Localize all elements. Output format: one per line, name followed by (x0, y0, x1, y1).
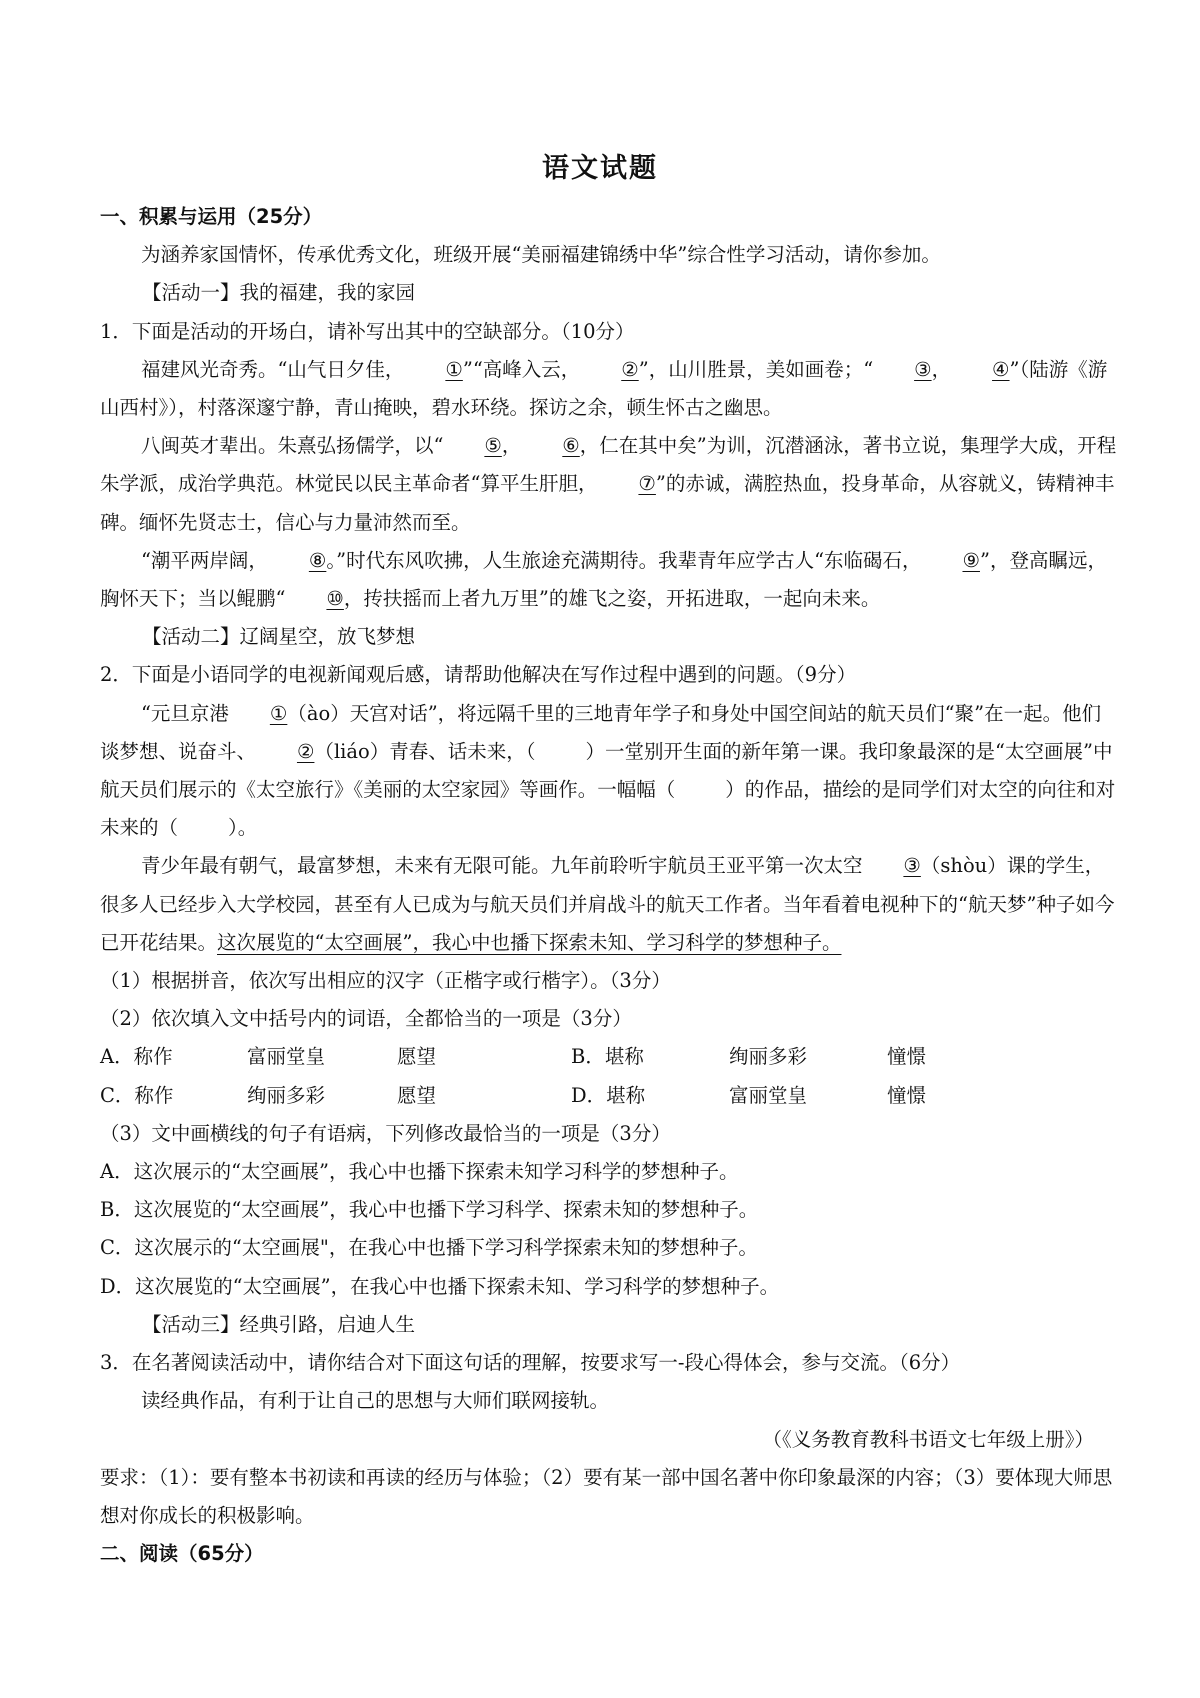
question-3-source: （《义务教育教科书语文七年级上册》） (762, 1427, 1094, 1451)
option-a-word-3: 愿望 (397, 1045, 437, 1069)
q1-text: ，抟扶摇而上者九万里”的雄飞之姿，开拓进取，一起向未来。 (343, 587, 881, 611)
activity-2-heading: 【活动二】辽阔星空，放飞梦想 (142, 625, 416, 649)
options-row-1 (100, 1038, 1118, 1076)
question-1-paragraph-1 (100, 351, 1118, 427)
choice-c[interactable]: C．这次展示的“太空画展"，在我心中也播下学习科学探索未知的梦想种子。 (100, 1236, 758, 1260)
question-1-paragraph-2 (100, 427, 1118, 542)
q2-text: “元旦京港 (140, 701, 229, 725)
fill-blank[interactable]: ⑧ (308, 548, 327, 572)
question-1-paragraph-3 (100, 542, 1118, 618)
q1-text: ”，山川胜景，美如画卷；“ (638, 357, 874, 381)
q2-text: ）一堂别开生面的新年第一课。我印象最深的是“太空画展”中航天员们展示的《太空旅行》《美丽的太空家园》等画作。一幅幅（ (100, 739, 1113, 802)
choice-a[interactable]: A．这次展示的“太空画展”，我心中也播下探索未知学习科学的梦想种子。 (100, 1160, 739, 1184)
choice-b[interactable]: B．这次展览的“太空画展”，我心中也播下学习科学、探索未知的梦想种子。 (100, 1198, 759, 1222)
fill-blank[interactable]: ⑨ (962, 548, 980, 572)
options-row-2 (100, 1077, 1118, 1115)
question-2-sub-3: （3）文中画横线的句子有语病，下列修改最恰当的一项是（3分） (100, 1121, 671, 1145)
choice-d[interactable]: D．这次展览的“太空画展”，在我心中也播下探索未知、学习科学的梦想种子。 (100, 1274, 780, 1298)
q1-text: ， (501, 434, 522, 458)
q1-text: ”，登高瞩远，胸怀天下；当以鲲鹏“ (100, 548, 1107, 611)
fill-blank[interactable]: ② (621, 357, 639, 381)
q1-text: ，仁在其中矣”为训，沉潜涵泳，著书立说，集理学大成，开程朱学派，成治学典范。林觉民以民主革命者“算平生肝胆， (100, 434, 1117, 496)
option-c-word-3: 愿望 (397, 1083, 437, 1107)
question-2-sub-1: （1）根据拼音，依次写出相应的汉字（正楷字或行楷字）。（3分） (100, 969, 671, 993)
q2-text: （shòu）课的学生，很多人已经步入大学校园，甚至有人已成为与航天员们并肩战斗的航天工作者。当年看着电视种下的“航天梦”种子如今已开花结果。 (100, 854, 1115, 954)
q1-text: ， (931, 357, 952, 381)
q1-text: 八闽英才辈出。朱熹弘扬儒学，以“ (140, 434, 444, 458)
question-2-stem: 2．下面是小语同学的电视新闻观后感，请帮助他解决在写作过程中遇到的问题。（9分） (100, 663, 857, 687)
option-d-word-2: 富丽堂皇 (729, 1083, 808, 1107)
q1-text: ”“高峰入云， (462, 357, 581, 381)
fill-blank[interactable]: ③ (903, 854, 921, 878)
section-2-heading: 二、阅读（65分） (100, 1542, 264, 1566)
fill-blank[interactable]: ⑩ (326, 587, 344, 611)
q2-text: （ào）天宫对话”，将远隔千里的三地青年学子和身处中国空间站的航天员们“聚”在一起。他们谈梦想、说奋斗、 (100, 701, 1102, 763)
question-3-quote: 读经典作品，有利于让自己的思想与大师们联网接轨。 (140, 1389, 609, 1413)
question-3-stem: 3．在名著阅读活动中，请你结合对下面这句话的理解，按要求写一-段心得体会，参与交流。（6分） (100, 1351, 961, 1375)
fill-blank[interactable]: ⑤ (484, 434, 502, 458)
page-title: 语文试题 (542, 153, 658, 184)
option-c-word-1[interactable]: C．称作 (100, 1083, 174, 1107)
q1-text: 福建风光奇秀。“山气日夕佳， (140, 357, 405, 381)
question-3-requirements: 要求：（1）：要有整本书初读和再读的经历与体验；（2）要有某一部中国名著中你印象最深的内容；（3）要体现大师思想对你成长的积极影响。 (100, 1465, 1113, 1527)
fill-blank[interactable]: ① (269, 701, 288, 725)
question-1-stem: 1．下面是活动的开场白，请补写出其中的空缺部分。（10分） (100, 319, 635, 343)
question-2-paragraph-2 (100, 847, 1118, 962)
q1-text: ” (1009, 357, 1020, 381)
fill-blank[interactable]: ③ (914, 357, 932, 381)
option-a-word-1[interactable]: A．称作 (100, 1045, 173, 1069)
fill-blank[interactable]: ⑥ (562, 434, 580, 458)
option-b-word-3: 憧憬 (887, 1045, 927, 1069)
option-c-word-2: 绚丽多彩 (247, 1083, 326, 1107)
q1-text: 。”时代东风吹拂，人生旅途充满期待。我辈青年应学古人“东临碣石， (326, 548, 922, 572)
option-a-word-2: 富丽堂皇 (247, 1045, 326, 1069)
option-b-word-2: 绚丽多彩 (729, 1045, 808, 1069)
q2-text: 青少年最有朝气，最富梦想，未来有无限可能。九年前聆听宇航员王亚平第一次太空 (140, 854, 863, 878)
q2-text: ）。 (228, 816, 258, 840)
exam-content (100, 198, 1118, 1573)
underlined-sentence: 这次展览的“太空画展”，我心中也播下探索未知、学习科学的梦想种子。 (217, 930, 842, 954)
question-2-sub-2: （2）依次填入文中括号内的词语，全都恰当的一项是（3分） (100, 1007, 632, 1031)
fill-blank[interactable]: ① (445, 357, 463, 381)
option-d-word-3: 憧憬 (887, 1083, 927, 1107)
section-1-intro: 为涵养家国情怀，传承优秀文化，班级开展“美丽福建锦绣中华”综合性学习活动，请你参加。 (140, 243, 941, 267)
option-b-word-1[interactable]: B．堪称 (571, 1045, 644, 1069)
q2-text: （liáo）青春、话未来，（ (314, 739, 536, 763)
q2-text: ）的作品，描绘的是同学们对太空的向往和对未来的（ (100, 778, 1116, 840)
q1-text: “潮平两岸阔， (140, 548, 268, 572)
fill-blank[interactable]: ② (296, 739, 315, 763)
q1-text: （陆游《游山西村》），村落深邃宁静，青山掩映，碧水环绕。探访之余，顿生怀古之幽思。 (100, 357, 1108, 420)
q1-text: ”的赤诚，满腔热血，投身革命，从容就义，铸精神丰碑。缅怀先贤志士，信心与力量沛然而至。 (100, 472, 1115, 534)
option-d-word-1[interactable]: D．堪称 (571, 1083, 646, 1107)
question-2-paragraph-1 (100, 695, 1118, 848)
fill-blank[interactable]: ⑦ (638, 472, 656, 496)
section-1-heading: 一、积累与运用（25分） (100, 205, 323, 228)
activity-1-heading: 【活动一】我的福建，我的家园 (142, 281, 416, 305)
activity-3-heading: 【活动三】经典引路，启迪人生 (142, 1312, 416, 1336)
fill-blank[interactable]: ④ (992, 357, 1010, 381)
